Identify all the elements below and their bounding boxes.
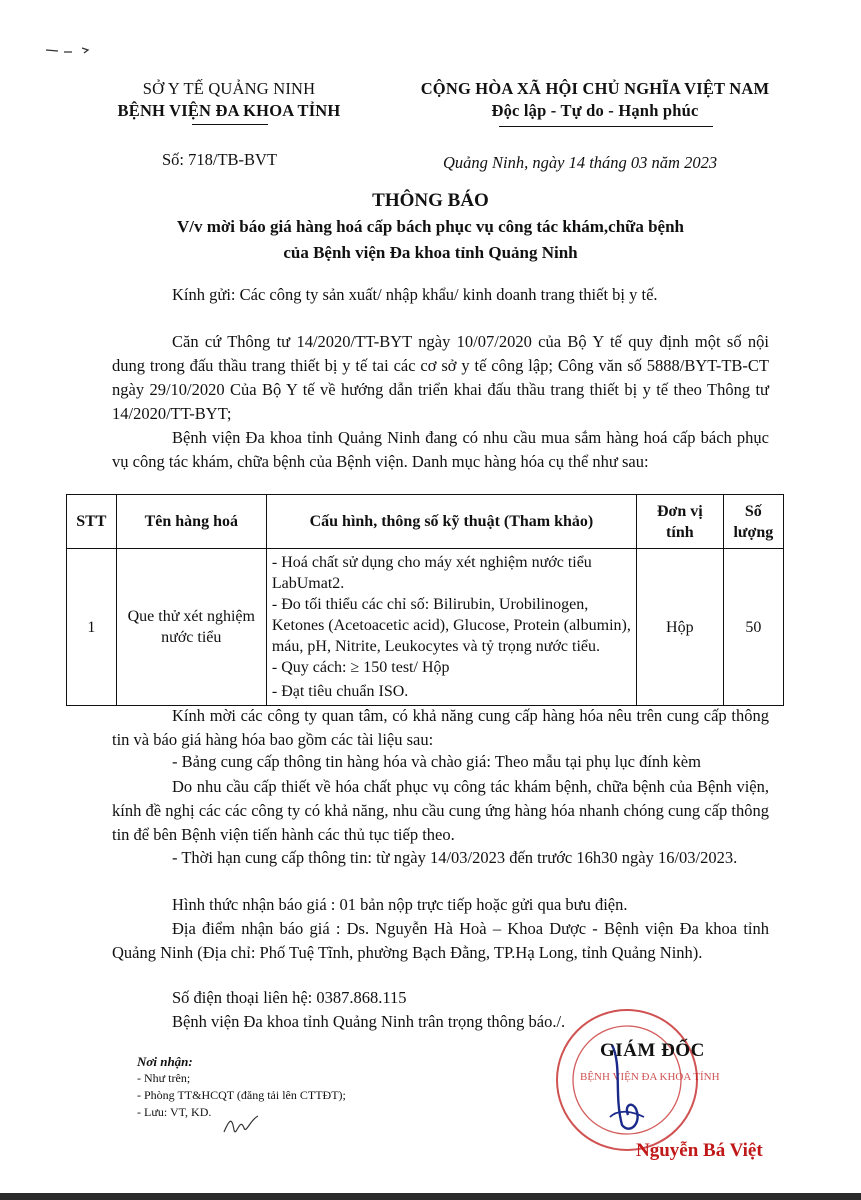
doc-subject-line1: V/v mời báo giá hàng hoá cấp bách phục vụ công tác khám,chữa bệnh [176, 217, 685, 236]
title-block [60, 188, 801, 266]
recipient-line: Kính gửi: Các công ty sản xuất/ nhập khẩu/ kinh doanh trang thiết bị y tế. [172, 285, 658, 304]
cell-unit: Hộp [636, 549, 723, 706]
paragraph-documents: - Bảng cung cấp thông tin hàng hóa và chào giá: Theo mẫu tại phụ lục đính kèm [172, 752, 701, 771]
header-goods-name: Tên hàng hoá [116, 495, 266, 549]
header-left-underline [192, 124, 268, 125]
paragraph-legal-basis: Căn cứ Thông tư 14/2020/TT-BYT ngày 10/07/2020 của Bộ Y tế quy định một số nội dung trong đấu thầu trang thiết bị y tế tai các cơ sở y tế công lập; Công văn số 5888/BYT-TB-CT ngày 29/10/2020 Của Bộ Y tế về hướng dẫn triển khai đấu thầu trang thiết bị y tế theo Thông tư 14/2020/TT-BYT; [112, 332, 769, 423]
spec-line: - Đo tối thiểu các chỉ số: Bilirubin, Urobilinogen, Ketones (Acetoacetic acid), Glucose, Protein (albumin), máu, pH, Nitrite, Leukocytes và tỷ trọng nước tiểu. [271, 596, 631, 655]
spec-line: - Quy cách: ≥ 150 test/ Hộp [271, 659, 450, 676]
paragraph-deadline: - Thời hạn cung cấp thông tin: từ ngày 14/03/2023 đến trước 16h30 ngày 16/03/2023. [172, 848, 738, 867]
receiver-item: - Lưu: VT, KD. [137, 1105, 212, 1119]
cell-goods-name: Que thử xét nghiệm nước tiểu [116, 549, 266, 706]
header-unit: Đơn vị tính [636, 495, 723, 549]
doc-title: THÔNG BÁO [372, 190, 489, 211]
doc-number: Số: 718/TB-BVT [162, 150, 278, 169]
spec-line: - Hoá chất sử dụng cho máy xét nghiệm nước tiểu LabUmat2. [271, 554, 592, 592]
cell-quantity: 50 [723, 549, 783, 706]
scan-bottom-edge [0, 1193, 861, 1200]
scan-mark-icon [44, 44, 94, 58]
header-right-underline [499, 126, 713, 127]
header-stt: STT [67, 495, 117, 549]
receivers-block [137, 1053, 346, 1121]
receiver-item: - Phòng TT&HCQT (đăng tải lên CTTĐT); [137, 1088, 346, 1102]
header-spec: Cấu hình, thông số kỹ thuật (Tham khảo) [266, 495, 636, 549]
paragraph-invitation: Kính mời các công ty quan tâm, có khả năng cung cấp hàng hóa nêu trên cung cấp thông tin và báo giá hàng hóa bao gồm các tài liệu sau: [112, 706, 769, 749]
header-org-line2: BỆNH VIỆN ĐA KHOA TỈNH [117, 101, 341, 120]
doc-subject-line2: của Bệnh viện Đa khoa tỉnh Quảng Ninh [283, 243, 578, 262]
header-org-line1: SỞ Y TẾ QUẢNG NINH [142, 79, 316, 98]
paragraph-submission-address: Địa điểm nhận báo giá : Ds. Nguyễn Hà Hoà – Khoa Dược - Bệnh viện Đa khoa tỉnh Quảng Ninh (Địa chỉ: Phố Tuệ Tĩnh, phường Bạch Đằng, TP.Hạ Long, tỉnh Quảng Ninh). [112, 919, 769, 962]
official-stamp-icon [552, 1005, 720, 1155]
initials-signature-icon [222, 1112, 262, 1138]
paragraph-urgency: Do nhu cầu cấp thiết về hóa chất phục vụ công tác khám bệnh, chữa bệnh của Bệnh viện, kính đề nghị các các công ty có khả năng, nhu cầu cung ứng hàng hóa nhanh chóng cung cấp thông tin để bên Bệnh viện tiến hành các thủ tục tiếp theo. [112, 777, 769, 844]
table-header-row [67, 495, 784, 549]
place-date: Quảng Ninh, ngày 14 tháng 03 năm 2023 [443, 153, 718, 172]
goods-table [66, 494, 784, 706]
signer-name: Nguyễn Bá Việt [636, 1140, 763, 1161]
paragraph-need: Bệnh viện Đa khoa tỉnh Quảng Ninh đang có nhu cầu mua sắm hàng hoá cấp bách phục vụ công tác khám, chữa bệnh của Bệnh viện. Danh mục hàng hóa cụ thể như sau: [112, 428, 769, 471]
header-motto: Độc lập - Tự do - Hạnh phúc [491, 101, 699, 120]
paragraph-closing: Bệnh viện Đa khoa tỉnh Quảng Ninh trân trọng thông báo./. [172, 1012, 566, 1031]
signer-title: GIÁM ĐỐC [600, 1040, 705, 1061]
cell-spec [266, 549, 636, 706]
paragraph-phone: Số điện thoại liên hệ: 0387.868.115 [172, 988, 407, 1007]
receiver-item: - Như trên; [137, 1071, 191, 1085]
stamp-text: BỆNH VIỆN ĐA KHOA TỈNH [580, 1071, 720, 1083]
header-nation-line: CỘNG HÒA XÃ HỘI CHỦ NGHĨA VIỆT NAM [420, 79, 770, 98]
cell-stt: 1 [67, 549, 117, 706]
header-quantity: Số lượng [723, 495, 783, 549]
paragraph-submission-form: Hình thức nhận báo giá : 01 bản nộp trực tiếp hoặc gửi qua bưu điện. [172, 895, 628, 914]
receivers-heading: Nơi nhận: [137, 1054, 193, 1069]
table-row [67, 549, 784, 706]
spec-line: - Đạt tiêu chuẩn ISO. [271, 683, 409, 700]
